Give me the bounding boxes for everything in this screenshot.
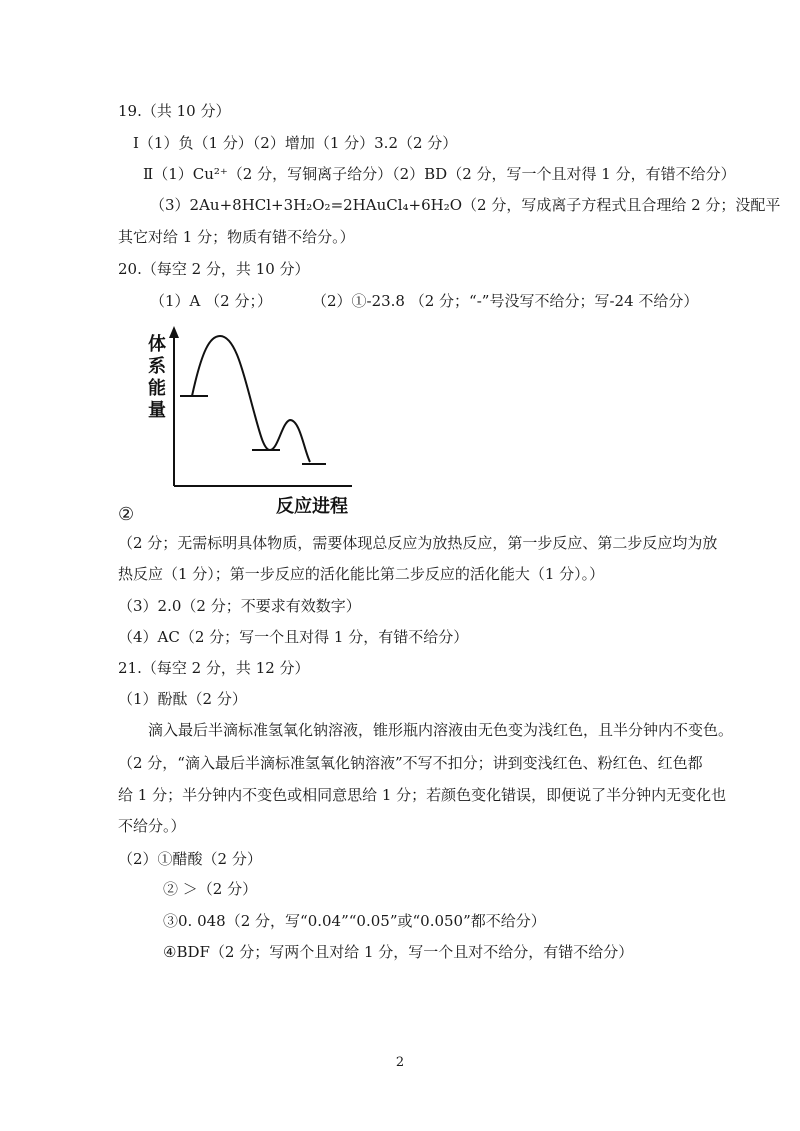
energy-diagram xyxy=(140,322,380,522)
q21-ans2-4: ④BDF（2 分；写两个且对给 1 分，写一个且对不给分，有错不给分） xyxy=(163,943,634,961)
q20-answers-row xyxy=(150,294,698,309)
q21-ans2-3: ③0. 048（2 分，写“0.04”“0.05”或“0.050”都不给分） xyxy=(163,912,546,930)
q20-ans1: （1）A （2 分；） xyxy=(150,292,272,310)
q19-part2: Ⅱ（1）Cu²⁺（2 分，写铜离子给分）（2）BD（2 分，写一个且对得 1 分，有错不给分） xyxy=(143,165,736,183)
y-axis-label-char-1: 体 xyxy=(148,334,166,355)
y-axis-arrow xyxy=(169,326,179,338)
q21-note-line2: 给 1 分；半分钟内不变色或相同意思给 1 分；若颜色变化错误，即便说了半分钟内无变化也 xyxy=(118,786,727,804)
y-axis-label-char-2: 系 xyxy=(148,356,166,377)
q20-note-line2: 热反应（1 分）；第一步反应的活化能比第二步反应的活化能大（1 分）。） xyxy=(118,565,605,583)
q20-ans3: （3）2.0（2 分；不要求有效数字） xyxy=(118,597,361,615)
q19-title: 19.（共 10 分） xyxy=(118,102,231,120)
x-axis-label: 反应进程 xyxy=(276,496,348,517)
y-axis-label-char-4: 量 xyxy=(148,400,166,421)
q21-title: 21.（每空 2 分，共 12 分） xyxy=(118,659,310,677)
q19-part3-line2: 其它对给 1 分；物质有错不给分。） xyxy=(118,228,355,246)
q20-circle-2: ② xyxy=(118,504,135,525)
page-number: 2 xyxy=(395,1055,405,1070)
y-axis-label-char-3: 能 xyxy=(148,378,166,399)
q21-ans1-detail: 滴入最后半滴标准氢氧化钠溶液，锥形瓶内溶液由无色变为浅红色，且半分钟内不变色。 xyxy=(148,721,734,739)
q21-note-line3: 不给分。） xyxy=(118,817,186,835)
q20-ans4: （4）AC（2 分；写一个且对得 1 分，有错不给分） xyxy=(118,628,469,646)
q21-note-line1: （2 分，“滴入最后半滴标准氢氧化钠溶液”不写不扣分；讲到变浅红色、粉红色、红色都 xyxy=(118,754,703,772)
q21-ans2-1: （2）①醋酸（2 分） xyxy=(118,850,262,868)
reaction-energy-curve xyxy=(192,336,310,462)
q20-note-line1: （2 分；无需标明具体物质，需要体现总反应为放热反应，第一步反应、第二步反应均为放 xyxy=(118,534,718,552)
q20-ans2: （2）①-23.8 （2 分；“-”号没写不给分；写-24 不给分） xyxy=(311,292,699,310)
q21-ans1: （1）酚酞（2 分） xyxy=(118,690,247,708)
q19-part3-line1: （3）2Au+8HCl+3H₂O₂=2HAuCl₄+6H₂O（2 分，写成离子方程式且合理给 2 分；没配平 xyxy=(150,196,781,214)
q21-ans2-2: ② ＞（2 分） xyxy=(163,880,258,898)
q19-part1: Ⅰ（1）负（1 分）（2）增加（1 分）3.2（2 分） xyxy=(133,134,458,152)
q20-title: 20.（每空 2 分，共 10 分） xyxy=(118,260,310,278)
